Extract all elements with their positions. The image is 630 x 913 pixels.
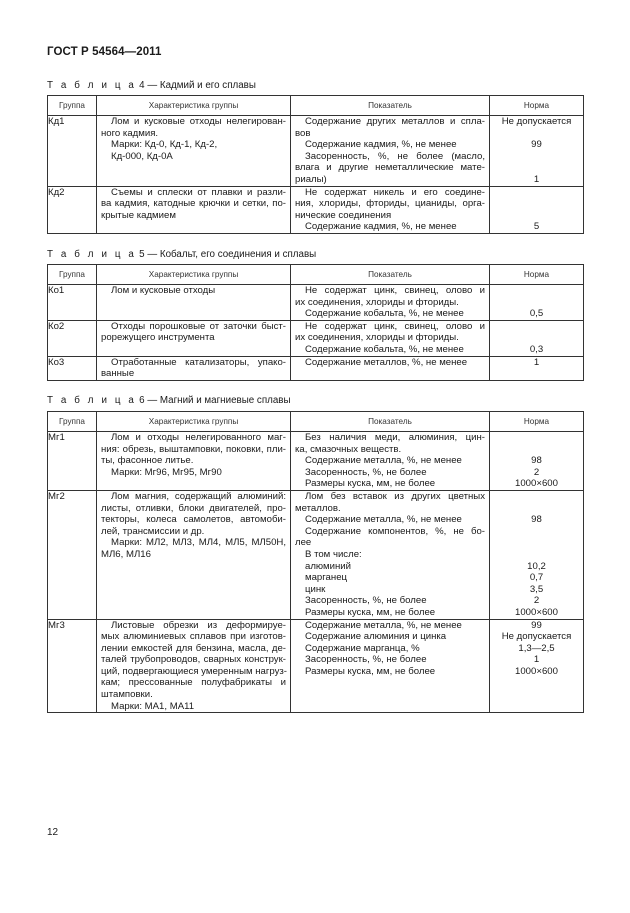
norm-value: 99 bbox=[531, 619, 542, 631]
norm-value bbox=[490, 444, 583, 456]
group-characteristic-line: лении емкостей для бензина, масла, де- bbox=[101, 642, 286, 654]
norm-value bbox=[490, 151, 583, 163]
norm-value bbox=[490, 432, 583, 444]
indicator bbox=[291, 619, 490, 713]
group-header: Группа bbox=[48, 265, 97, 285]
caption-label: Т а б л и ц а bbox=[47, 395, 137, 406]
norm-value: 1,3—2,5 bbox=[518, 642, 555, 654]
group-characteristic-line: кам; прессованные полуфабрикаты и bbox=[101, 677, 286, 689]
indicator-line: лее bbox=[295, 537, 312, 549]
group-code: Ко3 bbox=[48, 356, 97, 380]
group-characteristic-line: Марки: МА1, МА11 bbox=[111, 700, 195, 712]
norm-value: 1000×600 bbox=[515, 665, 558, 677]
norm-value: 98 bbox=[531, 455, 542, 467]
norm-value bbox=[490, 210, 583, 222]
group-code: Мг3 bbox=[48, 619, 97, 713]
group-characteristic-line: Лом магния, содержащий алюминий: bbox=[111, 490, 286, 502]
group-characteristic-line: мых алюминиевых сплавов при изготов- bbox=[101, 631, 286, 643]
indicator bbox=[291, 490, 490, 619]
table-row bbox=[48, 490, 584, 619]
group-characteristic-line: ния: обрезь, выштамповки, поковки, пли- bbox=[101, 443, 286, 455]
group-characteristic-line: рорежущего инструмента bbox=[101, 332, 215, 344]
norm-value bbox=[490, 526, 583, 538]
norm bbox=[490, 320, 584, 356]
norm-value bbox=[490, 503, 583, 515]
indicator-line: Содержание других металлов и спла- bbox=[305, 116, 485, 127]
table-row bbox=[48, 619, 584, 713]
norm-value: 2 bbox=[533, 466, 540, 478]
indicator bbox=[291, 116, 490, 187]
norm-value: 1 bbox=[533, 654, 540, 666]
group-characteristic-line: Отработанные катализаторы, упако- bbox=[111, 356, 286, 368]
indicator-line: Содержание кобальта, %, не менее bbox=[305, 308, 464, 320]
characteristic-header: Характеристика группы bbox=[97, 265, 291, 285]
norm-value bbox=[490, 198, 583, 210]
group-characteristic bbox=[97, 320, 291, 356]
indicator bbox=[291, 186, 490, 233]
indicator-line: вов bbox=[295, 127, 311, 139]
norm bbox=[490, 356, 584, 380]
group-characteristic-line: ного кадмия. bbox=[101, 127, 159, 139]
group-characteristic-line: талей трубопроводов, сварных конструк- bbox=[101, 654, 286, 666]
group-code: Мг2 bbox=[48, 490, 97, 619]
norm-value: 0,5 bbox=[529, 308, 544, 320]
table-5 bbox=[47, 264, 584, 381]
group-characteristic bbox=[97, 432, 291, 491]
group-characteristic-line: Лом и кусковые отходы bbox=[111, 285, 216, 296]
indicator-line: риалы) bbox=[295, 173, 327, 185]
group-characteristic-line: листы, отливки, блоки двигателей, про- bbox=[101, 502, 286, 514]
group-characteristic-line: Лом и отходы нелегированного маг- bbox=[111, 432, 286, 443]
group-characteristic-line: Отходы порошковые от заточки быст- bbox=[111, 320, 286, 332]
group-characteristic bbox=[97, 116, 291, 187]
indicator-line: Без наличия меди, алюминия, цин- bbox=[305, 432, 485, 443]
group-characteristic-line: ва кадмия, катодные крючки и сетки, по- bbox=[101, 198, 286, 210]
norm-header: Норма bbox=[490, 412, 584, 432]
indicator-line: ка, смазочных веществ. bbox=[295, 443, 402, 455]
group-code: Кд2 bbox=[48, 186, 97, 233]
table-row bbox=[48, 116, 584, 187]
norm-value bbox=[490, 332, 583, 344]
table-5-caption bbox=[47, 249, 316, 261]
indicator-line: Содержание металла, %, не менее bbox=[305, 455, 462, 467]
table-row bbox=[48, 320, 584, 356]
indicator-line: Размеры куска, мм, не более bbox=[305, 606, 436, 618]
table-6-caption bbox=[47, 395, 291, 407]
group-characteristic-line: ванные bbox=[101, 368, 135, 380]
norm bbox=[490, 186, 584, 233]
indicator-line: Содержание кобальта, %, не менее bbox=[305, 343, 464, 355]
indicator-line: марганец bbox=[305, 572, 348, 584]
group-characteristic bbox=[97, 490, 291, 619]
table-header-row bbox=[48, 412, 584, 432]
indicator-line: их соединения, хлориды и фториды. bbox=[295, 296, 459, 308]
norm-value bbox=[490, 187, 583, 199]
indicator-line: Содержание кадмия, %, не менее bbox=[305, 221, 457, 233]
caption-label: Т а б л и ц а bbox=[47, 80, 137, 91]
indicator-line: Не содержат цинк, свинец, олово и bbox=[305, 320, 485, 332]
indicator-line: Не содержат цинк, свинец, олово и bbox=[305, 285, 485, 296]
indicator bbox=[291, 432, 490, 491]
norm-value: 10,2 bbox=[527, 560, 546, 572]
norm-value bbox=[490, 537, 583, 549]
indicator-line: Засоренность, %, не более (масло, bbox=[305, 150, 485, 162]
table-row bbox=[48, 356, 584, 380]
indicator-line: металлов. bbox=[295, 502, 341, 514]
group-characteristic-line: МЛ6, МЛ16 bbox=[101, 548, 151, 560]
norm-value: 1000×600 bbox=[515, 478, 558, 490]
norm-value: 5 bbox=[533, 221, 540, 233]
table-header-row bbox=[48, 265, 584, 285]
group-characteristic-line: лей, трансмиссии и др. bbox=[101, 525, 205, 537]
group-characteristic-line: штамповки. bbox=[101, 689, 153, 701]
indicator bbox=[291, 285, 490, 321]
norm-value bbox=[490, 549, 583, 561]
norm bbox=[490, 116, 584, 187]
norm-value: 0,3 bbox=[529, 343, 544, 355]
group-code: Ко2 bbox=[48, 320, 97, 356]
norm bbox=[490, 619, 584, 713]
table-6 bbox=[47, 411, 584, 713]
indicator-line: Засоренность, %, не более bbox=[305, 466, 427, 478]
table-header-row bbox=[48, 96, 584, 116]
indicator bbox=[291, 356, 490, 380]
indicator-line: Размеры куска, мм, не более bbox=[305, 665, 436, 677]
caption-text: 4 — Кадмий и его сплавы bbox=[139, 80, 256, 91]
norm-value bbox=[490, 162, 583, 174]
group-characteristic-line: Марки: Мг96, Мг95, Мг90 bbox=[111, 466, 222, 478]
norm-value: 1000×600 bbox=[515, 606, 558, 618]
norm-value: 99 bbox=[531, 139, 542, 151]
indicator-line: Не содержат никель и его соедине- bbox=[305, 186, 485, 198]
group-characteristic-line: ций, подвергающиеся умеренным нагруз- bbox=[101, 665, 287, 677]
table-row bbox=[48, 432, 584, 491]
indicator-line: нические соединения bbox=[295, 209, 392, 221]
group-characteristic-line: Марки: МЛ2, МЛ3, МЛ4, МЛ5, МЛ50Н, bbox=[111, 537, 286, 549]
norm-value: 98 bbox=[531, 514, 542, 526]
norm-value: 1 bbox=[533, 356, 540, 368]
group-characteristic-line: Марки: Кд-0, Кд-1, Кд-2, bbox=[111, 139, 218, 151]
document-header: ГОСТ Р 54564—2011 bbox=[47, 46, 162, 58]
norm bbox=[490, 432, 584, 491]
indicator-line: Содержание металла, %, не менее bbox=[305, 514, 462, 526]
norm-value: 0,7 bbox=[529, 572, 544, 584]
norm-value bbox=[490, 128, 583, 140]
characteristic-header: Характеристика группы bbox=[97, 412, 291, 432]
indicator-header: Показатель bbox=[291, 96, 490, 116]
group-characteristic-line: Кд-000, Кд-0А bbox=[111, 150, 173, 162]
norm-value bbox=[490, 321, 583, 333]
group-code: Ко1 bbox=[48, 285, 97, 321]
group-characteristic-line: текторы, колеса самолетов, автомоби- bbox=[101, 514, 286, 526]
indicator-line: Содержание марганца, % bbox=[305, 642, 420, 654]
indicator-line: Лом без вставок из других цветных bbox=[305, 490, 485, 502]
table-4-caption bbox=[47, 80, 256, 92]
table-row bbox=[48, 285, 584, 321]
norm-value: 1 bbox=[533, 173, 540, 185]
norm bbox=[490, 490, 584, 619]
table-4 bbox=[47, 95, 584, 234]
group-code: Мг1 bbox=[48, 432, 97, 491]
indicator-line: Содержание металла, %, не менее bbox=[305, 619, 462, 631]
norm bbox=[490, 285, 584, 321]
group-characteristic-line: крытые кадмием bbox=[101, 209, 176, 221]
indicator-line: Засоренность, %, не более bbox=[305, 654, 427, 666]
group-header: Группа bbox=[48, 96, 97, 116]
norm-value: Не допускается bbox=[501, 631, 572, 643]
norm-value bbox=[490, 491, 583, 503]
indicator bbox=[291, 320, 490, 356]
page-number: 12 bbox=[47, 827, 59, 838]
indicator-line: влага и другие неметаллические мате- bbox=[295, 162, 485, 174]
indicator-line: Содержание алюминия и цинка bbox=[305, 631, 447, 643]
characteristic-header: Характеристика группы bbox=[97, 96, 291, 116]
norm-value: 3,5 bbox=[529, 583, 544, 595]
group-characteristic bbox=[97, 356, 291, 380]
norm-value bbox=[490, 285, 583, 297]
norm-header: Норма bbox=[490, 265, 584, 285]
indicator-line: цинк bbox=[305, 583, 326, 595]
table-row bbox=[48, 186, 584, 233]
norm-value bbox=[490, 297, 583, 309]
group-characteristic bbox=[97, 285, 291, 321]
indicator-line: их соединения, хлориды и фториды. bbox=[295, 332, 459, 344]
indicator-line: алюминий bbox=[305, 560, 351, 572]
group-code: Кд1 bbox=[48, 116, 97, 187]
norm-value: 2 bbox=[533, 595, 540, 607]
group-header: Группа bbox=[48, 412, 97, 432]
group-characteristic-line: Лом и кусковые отходы нелегирован- bbox=[111, 116, 286, 127]
indicator-line: Размеры куска, мм, не более bbox=[305, 478, 436, 490]
indicator-header: Показатель bbox=[291, 265, 490, 285]
group-characteristic bbox=[97, 619, 291, 713]
norm-header: Норма bbox=[490, 96, 584, 116]
caption-label: Т а б л и ц а bbox=[47, 249, 137, 260]
caption-text: 6 — Магний и магниевые сплавы bbox=[139, 395, 291, 406]
indicator-line: Засоренность, %, не более bbox=[305, 595, 427, 607]
indicator-line: Содержание компонентов, %, не бо- bbox=[305, 525, 485, 537]
indicator-header: Показатель bbox=[291, 412, 490, 432]
group-characteristic bbox=[97, 186, 291, 233]
group-characteristic-line: Листовые обрезки из деформируе- bbox=[111, 619, 286, 631]
indicator-line: В том числе: bbox=[305, 548, 362, 560]
indicator-line: Содержание кадмия, %, не менее bbox=[305, 139, 457, 151]
indicator-line: ния, хлориды, фториды, цианиды, орга- bbox=[295, 198, 485, 210]
group-characteristic-line: Съемы и сплески от плавки и разли- bbox=[111, 186, 286, 198]
norm-value: Не допускается bbox=[501, 116, 572, 127]
group-characteristic-line: ты, фасонное литье. bbox=[101, 455, 194, 467]
indicator-line: Содержание металлов, %, не менее bbox=[305, 356, 468, 368]
caption-text: 5 — Кобальт, его соединения и сплавы bbox=[139, 249, 317, 260]
